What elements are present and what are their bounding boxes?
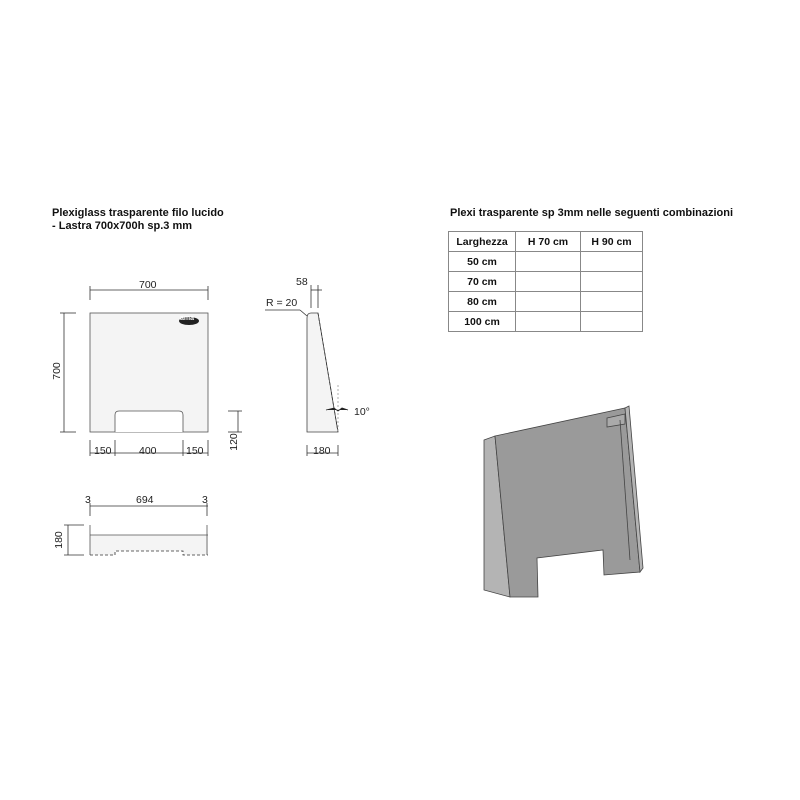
side-profile — [307, 313, 338, 432]
dim-left-label: 150 — [94, 445, 112, 457]
radius-label: R = 20 — [266, 297, 298, 309]
table-row: 100 cm — [449, 312, 643, 332]
title-line-1: Plexiglass trasparente filo lucido — [52, 207, 224, 219]
3d-render — [484, 406, 643, 597]
table-row: 70 cm — [449, 272, 643, 292]
dim-3-left: 3 — [85, 494, 91, 506]
dim-694: 694 — [136, 494, 154, 506]
dim-depth-label: 180 — [52, 531, 65, 549]
table-row: 80 cm — [449, 292, 643, 312]
side-view — [265, 285, 348, 456]
dim-middle-label: 400 — [139, 445, 157, 457]
front-panel — [495, 408, 640, 597]
dim-height-label: 700 — [50, 362, 63, 380]
dim-top-label: 58 — [296, 276, 308, 288]
dim-right-label: 150 — [186, 445, 204, 457]
table-row: 50 cm — [449, 252, 643, 272]
front-view — [60, 286, 242, 456]
dim-width-label: 700 — [139, 279, 157, 291]
title-line-2: - Lastra 700x700h sp.3 mm — [52, 220, 193, 232]
dim-3-right: 3 — [202, 494, 208, 506]
dim-base-label: 180 — [313, 445, 331, 457]
table-header: Larghezza H 70 cm H 90 cm — [449, 232, 643, 252]
bottom-view — [64, 503, 208, 555]
combinations-table — [448, 231, 643, 332]
angle-label: 10° — [354, 406, 370, 418]
front-cutout — [115, 411, 183, 432]
right-title: Plexi trasparente sp 3mm nelle seguenti combinazioni — [450, 207, 734, 219]
dim-cutout-label: 120 — [227, 433, 240, 451]
ama-logo-text: ama — [180, 315, 195, 322]
